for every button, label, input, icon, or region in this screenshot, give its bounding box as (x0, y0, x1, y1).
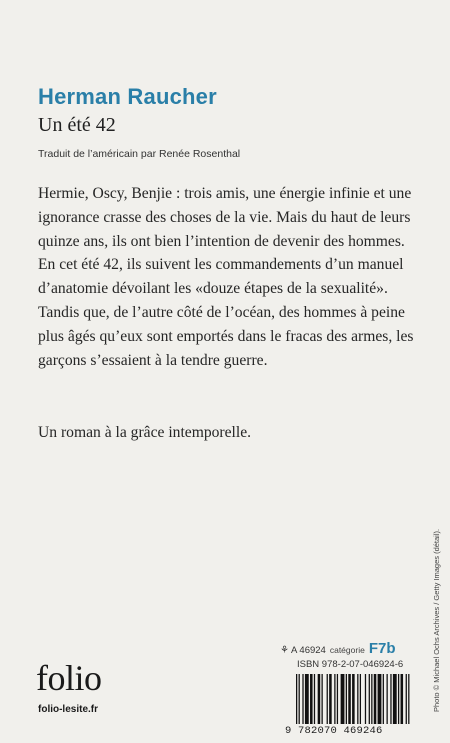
translator-credit: Traduit de l’américain par Renée Rosenthal (38, 148, 241, 160)
barcode-bar (393, 674, 397, 724)
barcode-bar (378, 674, 382, 724)
catalog-code: A 46924 (290, 645, 326, 656)
barcode-bar (310, 674, 313, 724)
isbn: ISBN 978-2-07-046924-6 (297, 659, 404, 670)
catalog-symbol-icon: ⚘ (280, 645, 289, 656)
barcode-bar (352, 674, 355, 724)
barcode-bar (305, 674, 309, 724)
barcode-bar (360, 674, 361, 724)
barcode-bar (401, 674, 404, 724)
publisher-logo: folio (36, 658, 102, 698)
barcode-bar (337, 674, 338, 724)
barcode-bar (390, 674, 391, 724)
tagline: Un roman à la grâce intemporelle. (38, 424, 252, 441)
barcode-bar (346, 674, 347, 724)
author-name: Herman Raucher (38, 84, 217, 109)
barcode-bar (314, 674, 315, 724)
barcode-bar (302, 674, 303, 724)
barcode-bar (299, 674, 300, 724)
barcode-bar (321, 674, 322, 724)
category-label: catégorie (329, 645, 365, 655)
barcode-bar (348, 674, 351, 724)
publisher-site: folio-lesite.fr (38, 704, 99, 715)
barcode-digits: 9 782070 469246 (285, 725, 383, 737)
barcode-bar (365, 674, 366, 724)
barcode-bar (329, 674, 332, 724)
blurb-text: Hermie, Oscy, Benjie : trois amis, une énergie infinie et une ignorance crasse des choses de la vie. Mais du haut de leurs quinze ans, ils ont bien l’intention de devenir des hommes. En cet été 42, ils suivent les commandements d’un manuel d’anatomie dévoilant les «douze étapes de la sexualité». Tandis que, de l’autre côté de l’océan, des hommes à peine plus âgés qu’eux sont emportés dans le fracas des armes, les garçons s’essaient à la tendre guerre. (38, 185, 414, 369)
barcode-bar (318, 674, 321, 724)
category-value: F7b (368, 640, 396, 657)
photo-credit: Photo © Michael Ochs Archives / Getty Images (détail). (432, 528, 441, 712)
barcode-bar (296, 674, 297, 724)
barcode-bar (408, 674, 409, 724)
barcode-bar (387, 674, 388, 724)
barcode-bar (369, 674, 370, 724)
barcode (296, 674, 412, 724)
barcode-bar (383, 674, 384, 724)
barcode-bar (341, 674, 345, 724)
barcode-bar (374, 674, 377, 724)
book-title: Un été 42 (38, 114, 116, 136)
barcode-bar (406, 674, 407, 724)
barcode-bar (371, 674, 372, 724)
barcode-bar (398, 674, 399, 724)
barcode-bar (357, 674, 358, 724)
barcode-bar (334, 674, 335, 724)
catalog-code-row (280, 640, 395, 657)
barcode-bar (327, 674, 328, 724)
